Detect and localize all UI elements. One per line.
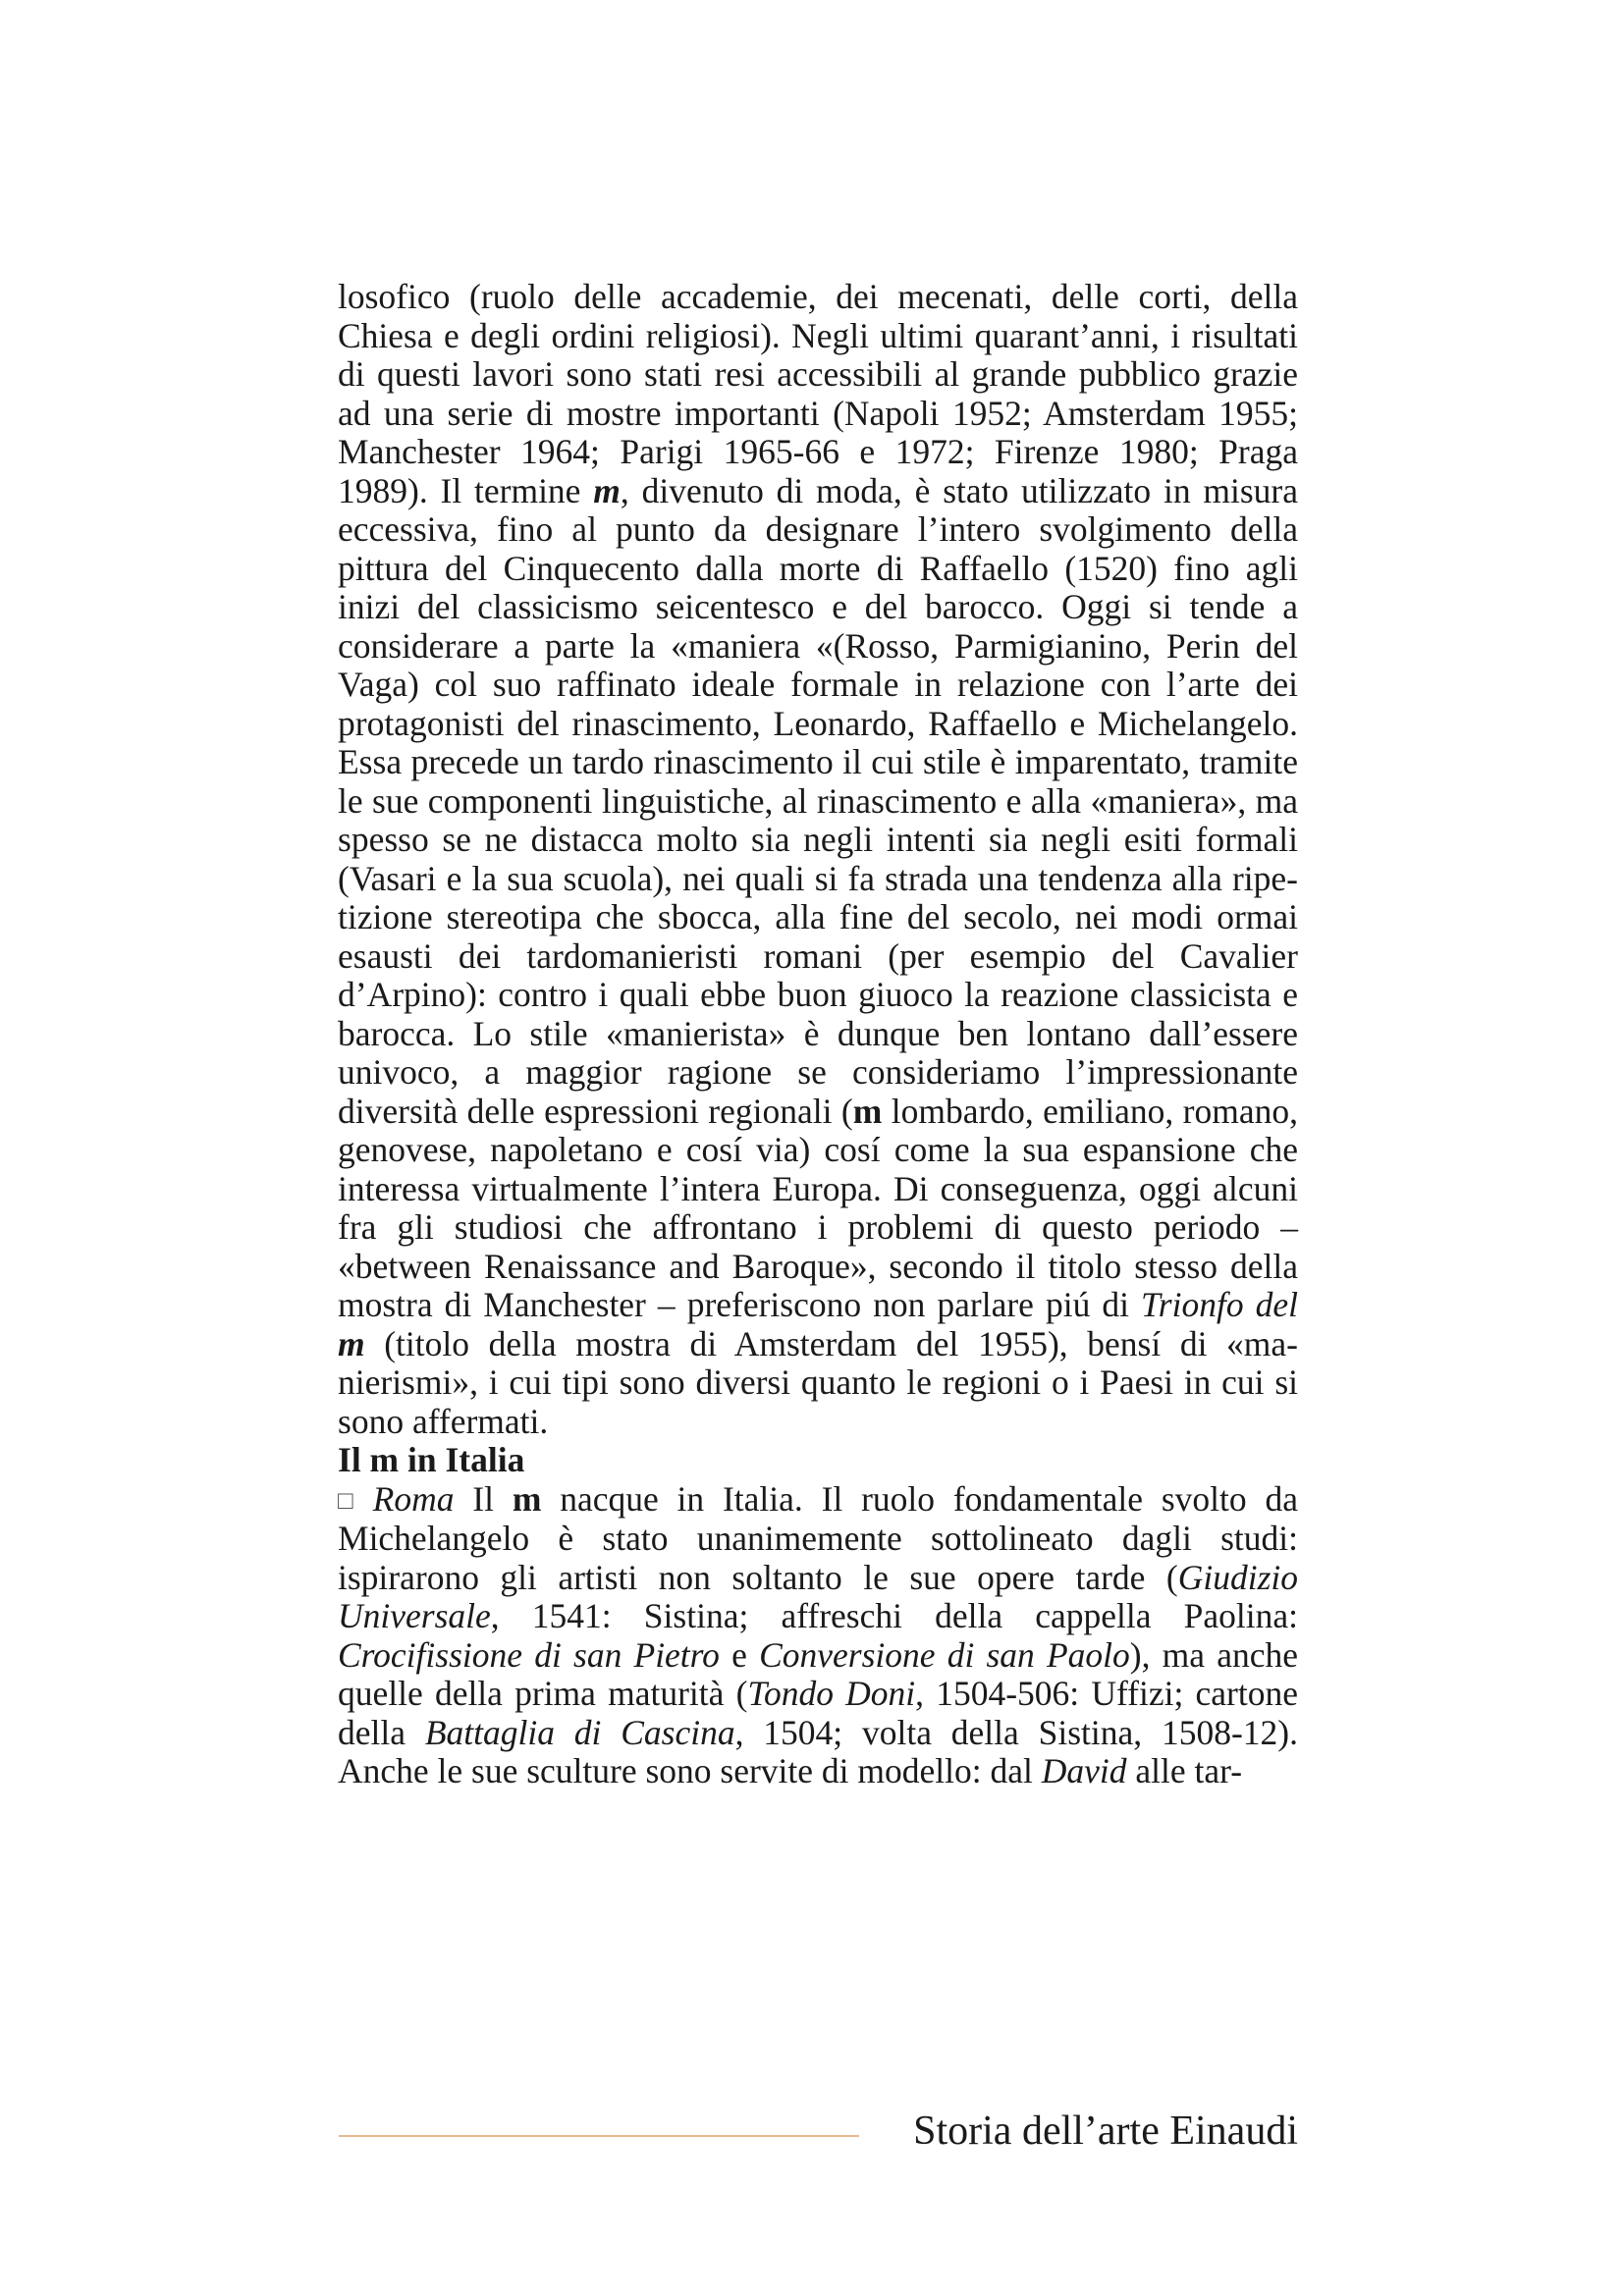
paragraph-text: (titolo della mostra di Amsterdam del 1955), bensí di «manierismi», i cui tipi sono diversi quanto le regioni o i Paesi in cui si sono affermati. <box>338 1323 1298 1441</box>
term-m: m <box>593 470 621 510</box>
term-m: m <box>512 1478 542 1519</box>
paragraph-manierismo-intro <box>338 278 1298 1441</box>
subsection-roma: Roma <box>372 1478 455 1519</box>
artwork-title: Crocifissione di san Pietro <box>338 1634 720 1675</box>
artwork-title: David <box>1041 1751 1127 1790</box>
term-m: m <box>338 1323 365 1363</box>
paragraph-text: losofico (ruolo delle accademie, dei mecenati, delle corti, della Chiesa e degli ordini religiosi). Negli ultimi quarant’anni, i risultati di questi lavori sono stati resi accessibili al grande pubblico grazie ad una serie di mostre importanti (Napoli 1952; Amsterdam 1955; Manchester 1964; Parigi 1965-66 e 1972; Firenze 1980; Praga 1989). Il termine <box>338 277 1298 510</box>
paragraph-text: , divenuto di moda, è stato utilizzato in misura eccessiva, fino al punto da designare l’intero svolgimento della pittura del Cinquecento dalla morte di Raffaello (1520) fino agli inizi del classicismo seicentesco e del barocco. Oggi si tende a considerare a parte la «maniera «(Rosso, Parmigianino, Perin del Vaga) col suo raffinato ideale formale in relazione con l’arte dei protagonisti del rinascimento, Leonardo, Raffaello e Michelangelo. Essa precede un tardo rinascimento il cui stile è imparentato, tramite le sue componenti linguistiche, al rinascimento e alla «maniera», ma spesso se ne distacca molto sia negli intenti sia negli esiti formali (Vasari e la sua scuola), nei quali si fa strada una tendenza alla ripetizione stereotipa che sbocca, alla fine del secolo, nei modi ormai esausti dei tardomanieristi romani (per esempio del Cavalier d’Arpino): contro i quali ebbe buon giuoco la reazione classicista e barocca. Lo stile «manierista» è dunque ben lontano dall’essere univoco, a maggior ragione se consideriamo l’impressionante diversità delle espressioni regionali ( <box>338 470 1299 1131</box>
paragraph-text: lombardo, emiliano, romano, genovese, napoletano e cosí via) cosí come la sua espansione che interessa virtualmente l’intera Europa. Di conseguenza, oggi alcuni fra gli studiosi che affrontano i problemi di questo periodo – «between Renaissance and Baroque», secondo il titolo stesso della mostra di Manchester – preferiscono non parlare piú di <box>338 1091 1298 1324</box>
exhibition-title: Trionfo del m <box>338 1285 1298 1363</box>
footer-publication-title: Storia dell’arte Einaudi <box>913 2109 1298 2154</box>
artwork-title: Conversione di san Paolo <box>759 1634 1130 1675</box>
section-heading: Il m in Italia <box>338 1440 525 1479</box>
artwork-title: Tondo Doni <box>747 1674 916 1713</box>
paragraph-roma: □ Roma Il m nacque in Italia. Il ruolo fondamentale svolto da Michelangelo è stato unanimemente sottolineato dagli studi: ispirarono gli artisti non soltanto le sue opere tarde (Giudizio Universale, 1541: Sistina; affreschi della cappella Paolina: Crocifissione di san Pietro e Conversione di san Paolo), ma anche quelle della prima maturità (Tondo Doni, 1504-506: Uffizi; cartone della Battaglia di Cascina, 1504; volta della Sistina, 1508-12). Anche le sue sculture sono servite di modello: dal David alle tar- <box>338 1478 1299 1790</box>
square-bullet-icon: □ <box>338 1485 363 1515</box>
footer-divider <box>339 2135 859 2137</box>
term-m: m <box>852 1091 883 1131</box>
page-body <box>338 278 1298 1791</box>
artwork-title: Battaglia di Cascina <box>424 1712 735 1752</box>
artwork-title: Giudizio Universale <box>338 1557 1298 1635</box>
